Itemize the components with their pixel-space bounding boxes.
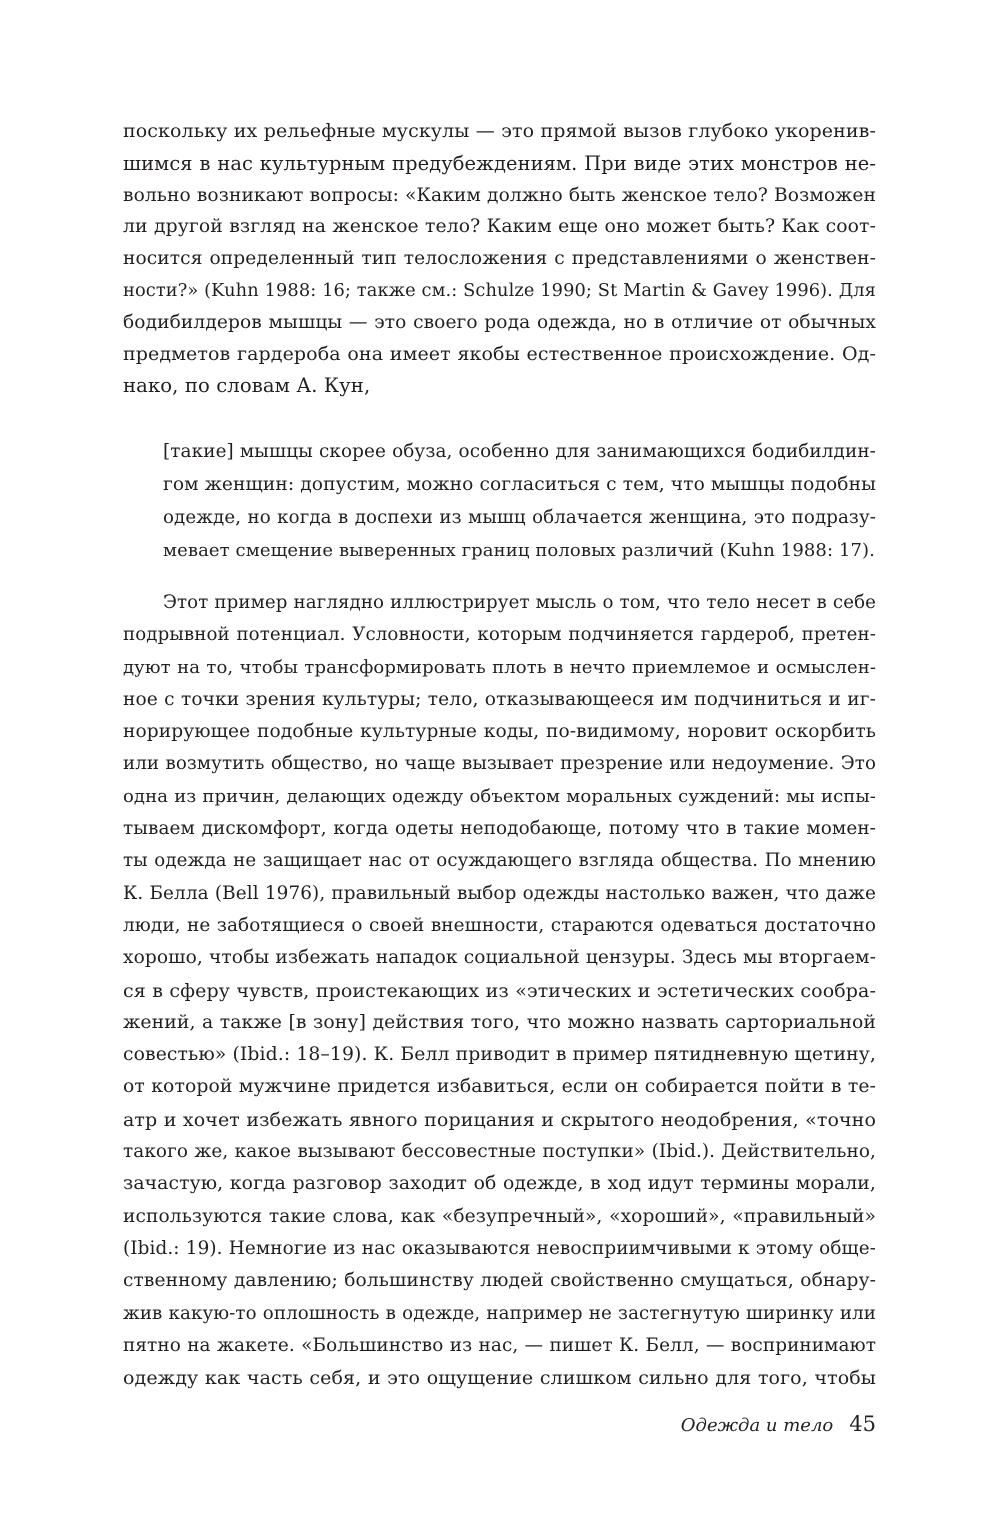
text-line: жив какую-то оплошность в одежде, например не застегнутую ширинку или xyxy=(123,1302,876,1324)
quote-line: одежде, но когда в доспехи из мышц облачается женщина, это подразу- xyxy=(163,507,876,528)
text-line: Этот пример наглядно иллюстрирует мысль о том, что тело несет в себе xyxy=(163,592,876,613)
text-line: используются такие слова, как «безупречный», «хороший», «правильный» xyxy=(123,1205,876,1227)
text-line: ности?» (Kuhn 1988: 16; также см.: Schulze 1990; St Martin & Gavey 1996). Для xyxy=(123,279,876,301)
page-number: 45 xyxy=(849,1412,876,1436)
text-line: нако, по словам А. Кун, xyxy=(123,374,371,398)
text-line: одежду как часть себя, и это ощущение слишком сильно для того, чтобы xyxy=(123,1367,876,1390)
text-line: шимся в нас культурным предубеждениям. При виде этих монстров не- xyxy=(123,151,876,175)
text-line: зачастую, когда разговор заходит об одежде, в ход идут термины морали, xyxy=(123,1173,876,1195)
text-line: бодибилдеров мышцы — это своего рода одежда, но в отличие от обычных xyxy=(123,311,876,333)
text-line: пятно на жакете. «Большинство из нас, — пишет К. Белл, — воспринимают xyxy=(123,1334,876,1356)
quote-line: [такие] мышцы скорее обуза, особенно для занимающихся бодибилдин- xyxy=(163,441,876,462)
text-line: вольно возникают вопросы: «Каким должно быть женское тело? Возможен xyxy=(123,184,876,206)
text-line: ты одежда не защищает нас от осуждающего взгляда общества. По мнению xyxy=(123,850,876,872)
page-footer xyxy=(681,1412,876,1436)
text-line: носится определенный тип телосложения с представлениями о женствен- xyxy=(123,248,876,270)
text-line: от которой мужчине придется избавиться, если он собирается пойти в те- xyxy=(123,1076,876,1098)
text-line: атр и хочет избежать явного порицания и скрытого неодобрения, «точно xyxy=(123,1108,876,1131)
text-line: или возмутить общество, но чаще вызывает презрение или недоумение. Это xyxy=(123,753,876,775)
running-title: Одежда и тело xyxy=(680,1415,834,1436)
block-quote xyxy=(163,435,876,567)
text-line: ное с точки зрения культуры; тело, отказывающееся им подчиниться и иг- xyxy=(123,688,876,710)
text-line: жений, а также [в зону] действия того, что можно назвать сарториальной xyxy=(123,1011,876,1033)
text-line: норирующее подобные культурные коды, по-видимому, норовит оскорбить xyxy=(123,721,876,743)
text-line: хорошо, чтобы избежать нападок социальной цензуры. Здесь мы вторгаем- xyxy=(123,947,876,969)
text-line: К. Белла (Bell 1976), правильный выбор одежды настолько важен, что даже xyxy=(123,882,876,904)
text-line: ли другой взгляд на женское тело? Каким еще оно может быть? Как соот- xyxy=(123,216,876,238)
text-line: предметов гардероба она имеет якобы естественное происхождение. Од- xyxy=(123,342,876,365)
text-line: одна из причин, делающих одежду объектом моральных суждений: мы испы- xyxy=(123,785,876,807)
paragraph-2 xyxy=(123,587,876,1394)
text-line: люди, не заботящиеся о своей внешности, стараются одеваться достаточно xyxy=(123,914,876,936)
text-line: тываем дискомфорт, когда одеты неподобающе, потому что в такие момен- xyxy=(123,818,876,840)
quote-line: мевает смещение выверенных границ половых различий (Kuhn 1988: 17). xyxy=(163,540,876,561)
text-line: (Ibid.: 19). Немногие из нас оказываются невосприимчивыми к этому обще- xyxy=(123,1237,876,1259)
text-line: такого же, какое вызывают бессовестные поступки» (Ibid.). Действительно, xyxy=(123,1141,876,1163)
text-line: ся в сферу чувств, проистекающих из «этических и эстетических сообра- xyxy=(123,979,876,1002)
paragraph-1 xyxy=(123,116,876,402)
text-line: дуют на то, чтобы трансформировать плоть в нечто приемлемое и осмыслен- xyxy=(123,656,876,678)
quote-line: гом женщин: допустим, можно согласиться с тем, что мышцы подобны xyxy=(163,474,876,495)
text-line: ственному давлению; большинству людей свойственно смущаться, обнару- xyxy=(123,1270,876,1292)
text-line: совестью» (Ibid.: 18–19). К. Белл приводит в пример пятидневную щетину, xyxy=(123,1044,876,1066)
text-line: поскольку их рельефные мускулы — это прямой вызов глубоко укоренив- xyxy=(123,120,876,142)
text-line: подрывной потенциал. Условности, которым подчиняется гардероб, претен- xyxy=(123,624,876,646)
